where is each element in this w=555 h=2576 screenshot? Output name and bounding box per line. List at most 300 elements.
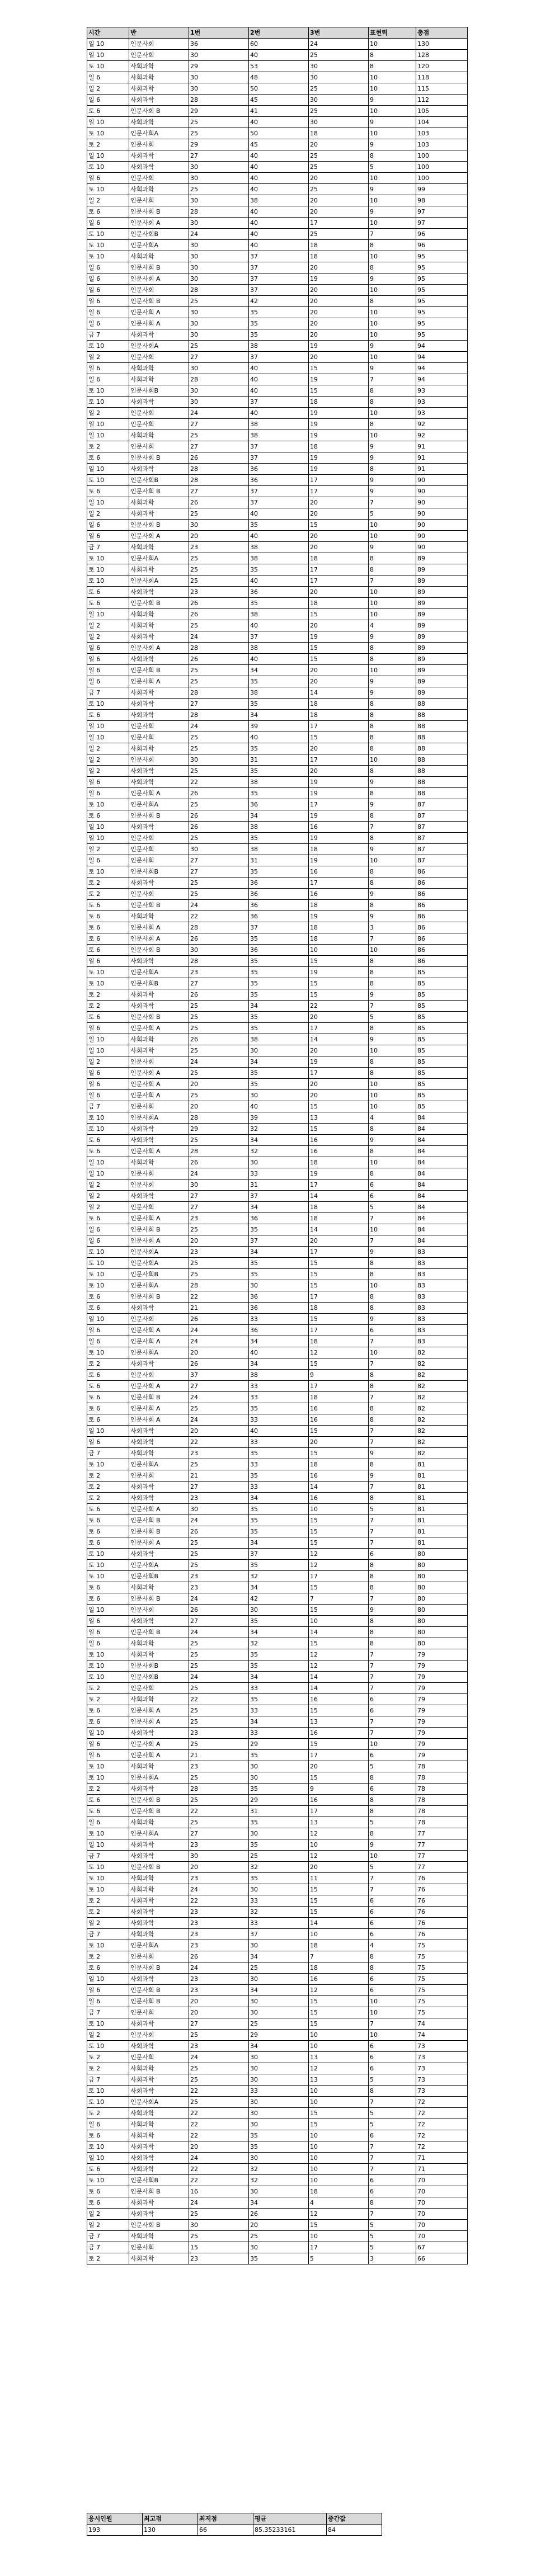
cell-total: 83 [416,1336,468,1347]
cell-class: 사회과학 [129,989,189,1001]
cell-q2: 50 [249,83,309,95]
cell-expression: 5 [369,1761,416,1772]
cell-total: 88 [416,766,468,777]
cell-expression: 8 [369,553,416,564]
cell-q1: 27 [189,419,249,430]
cell-total: 79 [416,1728,468,1739]
cell-expression: 10 [369,2007,416,2018]
cell-expression: 9 [369,184,416,195]
table-row [87,1023,468,1034]
cell-q3: 30 [309,117,369,128]
cell-total: 75 [416,1996,468,2007]
cell-total: 75 [416,1974,468,1985]
cell-q3: 17 [309,1247,369,1258]
cell-total: 96 [416,229,468,240]
cell-class: 인문사회A [129,128,189,139]
cell-expression: 10 [369,39,416,50]
cell-q3: 17 [309,1571,369,1582]
cell-q3: 20 [309,1437,369,1448]
cell-q3: 15 [309,1907,369,1918]
cell-q2: 36 [249,877,309,889]
cell-class: 사회과학 [129,1191,189,1202]
cell-q2: 34 [249,1672,309,1683]
cell-q1: 30 [189,307,249,318]
table-row [87,721,468,732]
table-row [87,2097,468,2108]
cell-class: 인문사회 [129,1951,189,1962]
cell-total: 67 [416,2242,468,2253]
cell-total: 73 [416,2074,468,2086]
cell-time: 일 10 [87,1157,129,1168]
cell-expression: 10 [369,1101,416,1112]
cell-q2: 40 [249,117,309,128]
table-row [87,911,468,922]
cell-class: 인문사회 A [129,1739,189,1750]
cell-q3: 20 [309,743,369,754]
cell-q2: 37 [249,452,309,464]
cell-q1: 26 [189,933,249,945]
cell-q3: 30 [309,95,369,106]
cell-expression: 8 [369,1414,416,1426]
cell-class: 인문사회A [129,1828,189,1839]
cell-class: 인문사회A [129,1258,189,1269]
cell-class: 인문사회 B [129,598,189,609]
cell-q2: 35 [249,1649,309,1660]
cell-q1: 26 [189,598,249,609]
cell-q3: 19 [309,408,369,419]
cell-q2: 30 [249,1045,309,1056]
cell-total: 78 [416,1784,468,1795]
cell-class: 인문사회 A [129,1381,189,1392]
cell-time: 금 7 [87,2074,129,2086]
cell-q3: 20 [309,497,369,508]
cell-q1: 23 [189,1974,249,1985]
cell-q3: 25 [309,50,369,61]
cell-q1: 27 [189,978,249,989]
cell-q1: 22 [189,2164,249,2175]
cell-time: 일 2 [87,2220,129,2231]
cell-class: 인문사회A [129,553,189,564]
cell-q2: 38 [249,777,309,788]
cell-time: 토 6 [87,1504,129,1515]
cell-total: 90 [416,531,468,542]
cell-q2: 35 [249,967,309,978]
cell-expression: 5 [369,2074,416,2086]
cell-total: 78 [416,1817,468,1828]
cell-q2: 30 [249,2097,309,2108]
cell-q2: 35 [249,1694,309,1705]
cell-total: 74 [416,2030,468,2041]
table-row [87,900,468,911]
cell-q1: 24 [189,1593,249,1605]
cell-q2: 35 [249,520,309,531]
cell-expression: 6 [369,1974,416,1985]
cell-expression: 8 [369,1616,416,1627]
cell-q1: 25 [189,1023,249,1034]
cell-q3: 9 [309,1370,369,1381]
cell-total: 89 [416,553,468,564]
cell-expression: 8 [369,766,416,777]
cell-time: 토 10 [87,699,129,710]
cell-q3: 18 [309,1392,369,1403]
cell-q3: 15 [309,2108,369,2119]
cell-q2: 29 [249,1795,309,1806]
cell-time: 토 6 [87,1806,129,1817]
table-row [87,83,468,95]
cell-class: 인문사회A [129,1280,189,1291]
cell-q1: 24 [189,408,249,419]
table-row [87,1907,468,1918]
cell-time: 토 6 [87,1716,129,1728]
cell-q3: 10 [309,2231,369,2242]
cell-q3: 17 [309,1806,369,1817]
cell-time: 일 6 [87,855,129,866]
table-row [87,408,468,419]
cell-time: 토 10 [87,385,129,397]
cell-total: 82 [416,1381,468,1392]
cell-q2: 35 [249,564,309,575]
cell-q3: 18 [309,251,369,262]
cell-q3: 22 [309,1001,369,1012]
cell-q3: 10 [309,2175,369,2186]
cell-total: 130 [416,39,468,50]
cell-time: 일 2 [87,844,129,855]
cell-q2: 36 [249,1325,309,1336]
cell-q2: 34 [249,1001,309,1012]
cell-q1: 30 [189,945,249,956]
cell-total: 86 [416,956,468,967]
cell-time: 일 2 [87,2030,129,2041]
cell-time: 토 2 [87,1001,129,1012]
cell-total: 89 [416,598,468,609]
cell-class: 인문사회 A [129,933,189,945]
cell-expression: 7 [369,374,416,385]
cell-time: 일 2 [87,754,129,766]
cell-q3: 15 [309,643,369,654]
cell-expression: 7 [369,1235,416,1247]
cell-class: 사회과학 [129,1649,189,1660]
cell-total: 86 [416,945,468,956]
cell-expression: 10 [369,1347,416,1358]
cell-q2: 38 [249,687,309,699]
cell-expression: 9 [369,777,416,788]
cell-expression: 5 [369,1504,416,1515]
cell-total: 87 [416,855,468,866]
cell-expression: 10 [369,1157,416,1168]
cell-q3: 12 [309,1851,369,1862]
cell-expression: 3 [369,2253,416,2264]
cell-class: 사회과학 [129,2074,189,2086]
cell-time: 토 10 [87,1247,129,1258]
cell-total: 97 [416,218,468,229]
cell-q3: 13 [309,1716,369,1728]
cell-time: 일 6 [87,1750,129,1761]
cell-expression: 5 [369,2108,416,2119]
cell-q3: 15 [309,363,369,374]
cell-expression: 10 [369,520,416,531]
cell-q2: 38 [249,542,309,553]
cell-q1: 25 [189,1683,249,1694]
cell-q1: 15 [189,2242,249,2253]
cell-total: 72 [416,2130,468,2141]
cell-class: 인문사회 B [129,1627,189,1638]
cell-q3: 17 [309,754,369,766]
cell-class: 인문사회 A [129,788,189,799]
cell-q3: 17 [309,799,369,810]
cell-time: 일 6 [87,1023,129,1034]
cell-q2: 40 [249,162,309,173]
cell-q1: 28 [189,956,249,967]
cell-q2: 40 [249,1347,309,1358]
cell-total: 75 [416,1962,468,1974]
cell-time: 토 10 [87,1571,129,1582]
cell-total: 75 [416,1985,468,1996]
cell-q3: 20 [309,1235,369,1247]
cell-time: 토 6 [87,1381,129,1392]
table-row [87,2041,468,2052]
cell-q2: 53 [249,61,309,72]
table-row [87,128,468,139]
cell-q3: 13 [309,2074,369,2086]
cell-time: 일 6 [87,1224,129,1235]
cell-q2: 35 [249,1660,309,1672]
cell-q3: 19 [309,374,369,385]
cell-total: 89 [416,620,468,631]
cell-expression: 5 [369,2231,416,2242]
table-row [87,419,468,430]
cell-class: 인문사회A [129,1347,189,1358]
table-row [87,262,468,273]
cell-total: 70 [416,2209,468,2220]
cell-expression: 8 [369,385,416,397]
cell-q1: 30 [189,397,249,408]
cell-q1: 27 [189,866,249,877]
cell-total: 76 [416,1873,468,1884]
table-header-row [87,27,468,39]
cell-expression: 9 [369,117,416,128]
cell-time: 일 10 [87,1426,129,1437]
cell-class: 사회과학 [129,2086,189,2097]
cell-q2: 30 [249,1974,309,1985]
cell-total: 84 [416,1180,468,1191]
cell-class: 사회과학 [129,2041,189,2052]
cell-time: 금 7 [87,2231,129,2242]
cell-class: 사회과학 [129,1135,189,1146]
cell-q3: 20 [309,285,369,296]
cell-q2: 32 [249,1124,309,1135]
cell-q2: 35 [249,1817,309,1828]
cell-class: 인문사회 [129,732,189,743]
cell-expression: 8 [369,1068,416,1079]
cell-expression: 10 [369,587,416,598]
cell-q3: 20 [309,1045,369,1056]
cell-q3: 18 [309,922,369,933]
cell-expression: 8 [369,1370,416,1381]
table-row [87,1940,468,1951]
cell-total: 83 [416,1291,468,1303]
table-row [87,1895,468,1907]
table-row [87,1750,468,1761]
cell-q3: 12 [309,1347,369,1358]
cell-expression: 7 [369,2097,416,2108]
cell-q1: 27 [189,2018,249,2030]
cell-class: 인문사회B [129,978,189,989]
cell-q3: 17 [309,1325,369,1336]
cell-expression: 9 [369,452,416,464]
cell-class: 사회과학 [129,464,189,475]
cell-q3: 9 [309,1784,369,1795]
cell-class: 인문사회A [129,1112,189,1124]
cell-expression: 8 [369,1795,416,1806]
cell-expression: 5 [369,1862,416,1873]
table-row [87,799,468,810]
cell-q2: 30 [249,1090,309,1101]
table-row [87,777,468,788]
cell-class: 인문사회 [129,833,189,844]
table-row [87,1929,468,1940]
cell-q1: 30 [189,162,249,173]
table-row [87,956,468,967]
cell-q3: 15 [309,654,369,665]
cell-class: 인문사회 B [129,296,189,307]
cell-expression: 9 [369,799,416,810]
cell-q3: 25 [309,162,369,173]
cell-expression: 5 [369,162,416,173]
cell-expression: 9 [369,1605,416,1616]
cell-expression: 8 [369,50,416,61]
cell-expression: 10 [369,329,416,341]
cell-q3: 19 [309,810,369,822]
table-row [87,1392,468,1403]
cell-time: 토 6 [87,1146,129,1157]
cell-time: 토 2 [87,889,129,900]
cell-expression: 10 [369,83,416,95]
cell-q1: 24 [189,1336,249,1347]
cell-class: 사회과학 [129,1974,189,1985]
cell-time: 토 6 [87,2186,129,2197]
cell-q1: 28 [189,374,249,385]
cell-expression: 7 [369,1873,416,1884]
cell-q3: 19 [309,430,369,441]
cell-q1: 25 [189,553,249,564]
cell-class: 사회과학 [129,2018,189,2030]
cell-q1: 27 [189,1828,249,1839]
cell-time: 일 6 [87,285,129,296]
cell-q3: 10 [309,2130,369,2141]
summary-median: 84 [327,2525,382,2536]
cell-class: 사회과학 [129,587,189,598]
table-row [87,2052,468,2063]
cell-time: 일 10 [87,822,129,833]
cell-q3: 12 [309,2209,369,2220]
cell-class: 인문사회 A [129,643,189,654]
summary-max: 130 [143,2525,198,2536]
cell-time: 일 6 [87,1616,129,1627]
cell-total: 81 [416,1504,468,1515]
cell-total: 88 [416,743,468,754]
cell-q1: 25 [189,833,249,844]
cell-time: 토 6 [87,1012,129,1023]
cell-q1: 26 [189,810,249,822]
cell-q1: 25 [189,575,249,587]
cell-expression: 10 [369,2030,416,2041]
cell-q3: 19 [309,1168,369,1180]
cell-q2: 35 [249,598,309,609]
cell-q3: 19 [309,967,369,978]
cell-class: 인문사회 B [129,1985,189,1996]
cell-q3: 20 [309,352,369,363]
cell-total: 85 [416,1090,468,1101]
cell-expression: 8 [369,877,416,889]
cell-class: 사회과학 [129,1616,189,1627]
cell-time: 토 10 [87,1269,129,1280]
cell-time: 일 10 [87,721,129,732]
table-row [87,2074,468,2086]
cell-class: 인문사회 B [129,206,189,218]
cell-expression: 10 [369,430,416,441]
table-row [87,430,468,441]
cell-q2: 32 [249,2164,309,2175]
cell-time: 금 7 [87,687,129,699]
cell-q2: 39 [249,1112,309,1124]
cell-expression: 5 [369,2119,416,2130]
cell-class: 사회과학 [129,1437,189,1448]
cell-q2: 36 [249,587,309,598]
cell-class: 인문사회 B [129,810,189,822]
cell-expression: 8 [369,1023,416,1034]
cell-time: 토 10 [87,1940,129,1951]
cell-class: 인문사회B [129,1672,189,1683]
cell-q2: 40 [249,575,309,587]
cell-q1: 30 [189,844,249,855]
cell-q2: 40 [249,508,309,520]
cell-q1: 26 [189,788,249,799]
table-row [87,844,468,855]
cell-q1: 28 [189,285,249,296]
cell-expression: 8 [369,710,416,721]
cell-time: 일 6 [87,273,129,285]
cell-q2: 40 [249,1426,309,1437]
cell-time: 토 10 [87,1258,129,1269]
cell-time: 일 10 [87,497,129,508]
table-row [87,788,468,799]
cell-total: 72 [416,2141,468,2153]
cell-expression: 8 [369,643,416,654]
cell-q1: 20 [189,1101,249,1112]
cell-class: 인문사회A [129,2097,189,2108]
table-row [87,1515,468,1526]
cell-total: 118 [416,72,468,83]
cell-q3: 14 [309,687,369,699]
cell-q1: 30 [189,318,249,329]
cell-time: 토 10 [87,1761,129,1772]
cell-class: 사회과학 [129,631,189,643]
cell-q2: 38 [249,609,309,620]
cell-total: 70 [416,2186,468,2197]
table-row [87,598,468,609]
cell-time: 토 10 [87,1459,129,1470]
table-row [87,1660,468,1672]
table-row [87,967,468,978]
cell-expression: 6 [369,1929,416,1940]
cell-q1: 24 [189,631,249,643]
cell-q1: 25 [189,676,249,687]
cell-time: 토 6 [87,452,129,464]
cell-time: 토 10 [87,1660,129,1672]
table-row [87,1247,468,1258]
cell-q1: 26 [189,497,249,508]
cell-q3: 17 [309,1750,369,1761]
